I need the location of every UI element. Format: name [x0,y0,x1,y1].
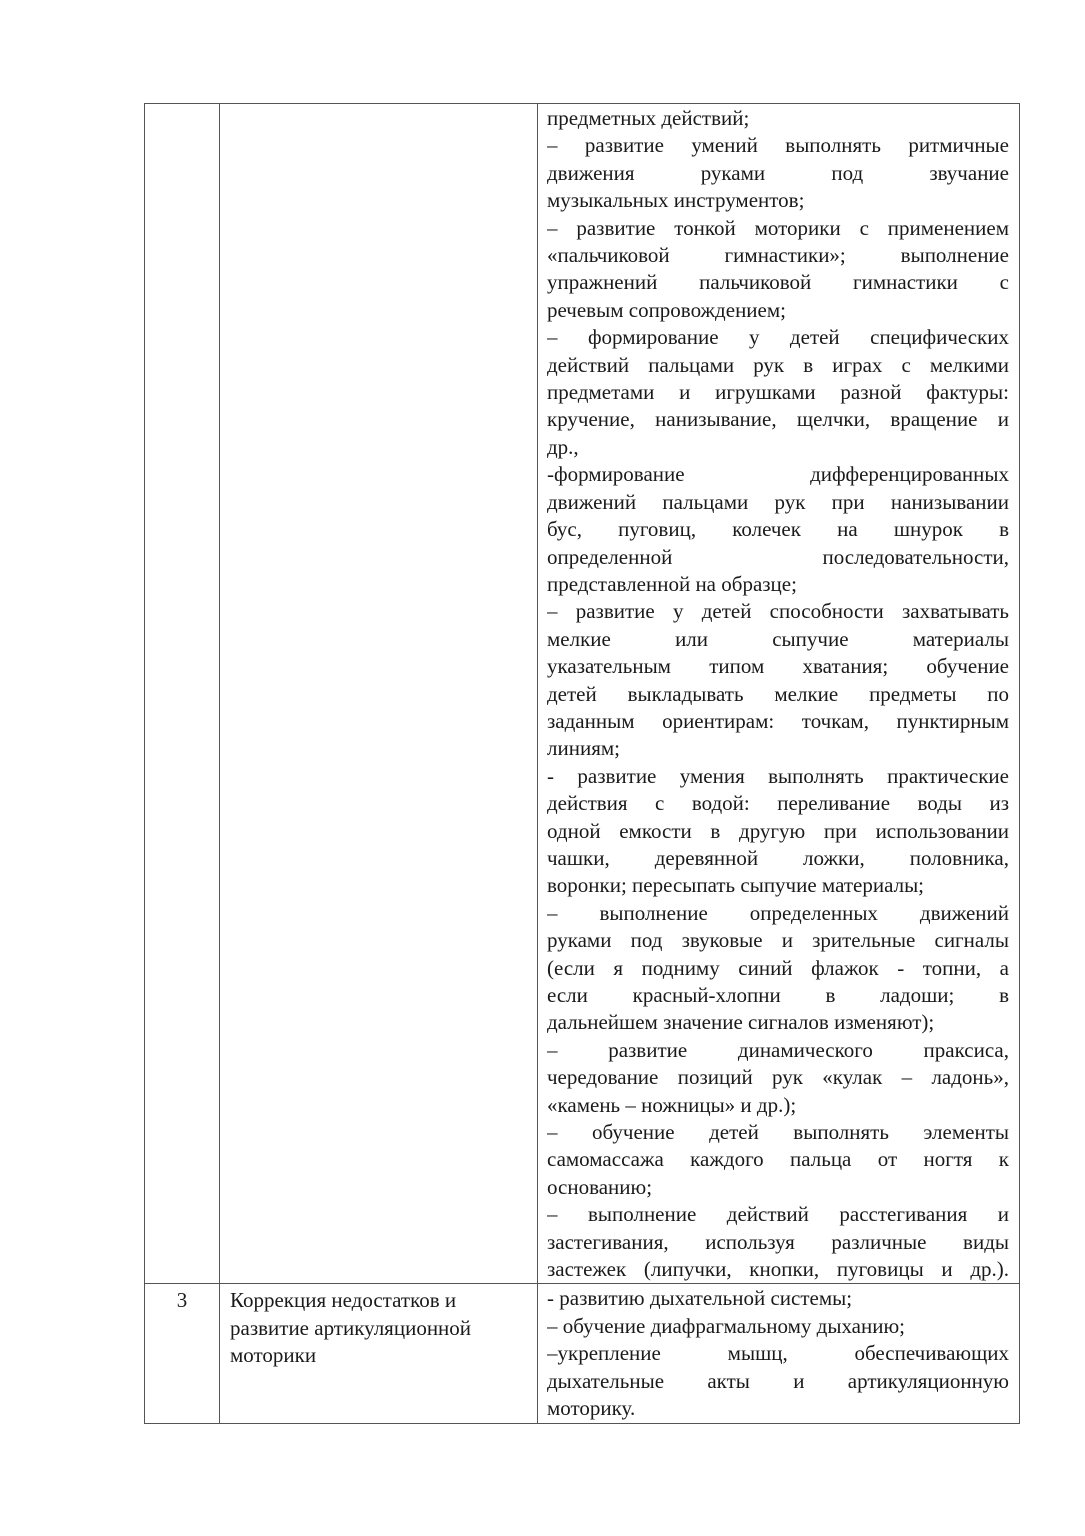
description-line: – развитие тонкой моторики с применением [547,215,1009,240]
row-number-cell [145,104,220,1284]
description-line: - развитие умения выполнять практические [547,763,1009,788]
description-line: - развитию дыхательной системы; [547,1286,853,1311]
description-line: движений пальцами рук при нанизывании [547,489,1009,514]
table-row [145,1284,1020,1423]
description-line: основанию; [547,1174,653,1199]
row-number-cell: 3 [145,1284,220,1423]
program-table [144,103,1020,1424]
section-name-line: моторики [230,1343,317,1368]
section-name-line: Коррекция недостатков и [230,1288,457,1313]
description-line: детей выкладывать мелкие предметы по [547,681,1009,706]
description-line: «камень – ножницы» и др.); [547,1092,797,1117]
description-line: чашки, деревянной ложки, половника, [547,845,1009,870]
description-line: заданным ориентирам: точкам, пунктирным [547,708,1009,733]
description-line: представленной на образце; [547,571,797,596]
description-line: застегивания, используя различные виды [547,1229,1009,1254]
description-line: – выполнение определенных движений [547,900,1009,925]
description-line: бус, пуговиц, колечек на шнурок в [547,517,1009,542]
description-line: «пальчиковой гимнастики»; выполнение [547,243,1009,268]
description-line: -формирование дифференцированных [547,462,1009,487]
description-line: одной емкости в другую при использовании [547,818,1009,843]
description-line: линиям; [547,736,620,761]
description-line: действия с водой: переливание воды из [547,791,1009,816]
description-line: – развитие динамического праксиса, [547,1037,1009,1062]
description-line: – выполнение действий расстегивания и [547,1202,1009,1227]
description-line: застежек (липучки, кнопки, пуговицы и др.). [547,1257,1009,1282]
description-line: речевым сопровождением; [547,297,786,322]
description-line: др., [547,434,579,459]
description-line: определенной последовательности, [547,544,1009,569]
description-line: если красный-хлопни в ладоши; в [547,983,1009,1007]
description-line: действий пальцами рук в играх с мелкими [547,352,1009,377]
description-line: (если я подниму синий флажок - топни, а [547,955,1009,980]
description-line: – развитие у детей способности захватывать [547,599,1009,624]
description-line: кручение, нанизывание, щелчки, вращение и [547,407,1009,432]
description-line: – формирование у детей специфических [547,325,1009,350]
description-line: –укрепление мышц, обеспечивающих [547,1341,1009,1366]
section-name-cell [220,104,538,1284]
description-line: предметами и игрушками разной фактуры: [547,380,1009,405]
description-line: – развитие умений выполнять ритмичные [547,133,1009,158]
description-line: упражнений пальчиковой гимнастики с [547,270,1009,295]
description-line: – обучение детей выполнять элементы [547,1120,1009,1145]
description-line: движения руками под звучание [547,160,1009,185]
description-line: мелкие или сыпучие материалы [547,626,1009,651]
table-body [145,104,1020,1424]
description-cell [538,1284,1020,1423]
description-cell [538,104,1020,1284]
description-line: предметных действий; [547,106,750,130]
description-line: воронки; пересыпать сыпучие материалы; [547,873,925,898]
description-line: самомассажа каждого пальца от ногтя к [547,1147,1009,1172]
description-line: указательным типом хватания; обучение [547,654,1009,679]
description-line: – обучение диафрагмальному дыханию; [547,1313,905,1338]
description-line: чередование позиций рук «кулак – ладонь», [547,1065,1009,1090]
description-line: руками под звуковые и зрительные сигналы [547,928,1009,953]
table-row [145,104,1020,1284]
section-name-cell [220,1284,538,1423]
description-line: музыкальных инструментов; [547,188,805,213]
section-name-line: развитие артикуляционной [230,1315,472,1340]
description-line: моторику. [547,1396,636,1421]
description-line: дыхательные акты и артикуляционную [547,1368,1009,1393]
description-line: дальнейшем значение сигналов изменяют); [547,1010,935,1035]
